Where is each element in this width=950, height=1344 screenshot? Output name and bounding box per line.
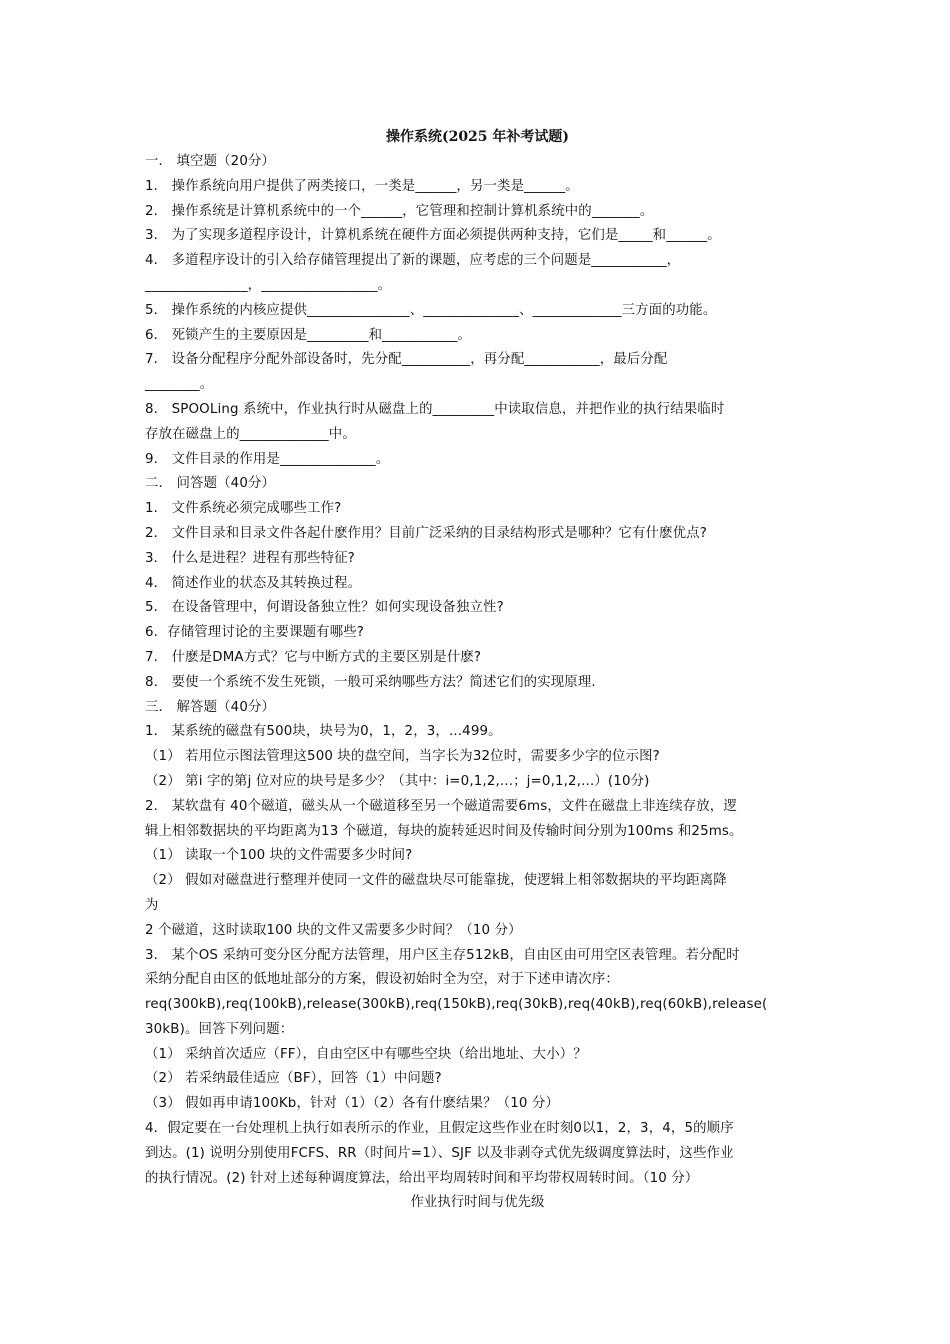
text-line: 2 个磁道，这时读取100 块的文件又需要多少时间？（10 分） bbox=[145, 922, 522, 938]
text-line: （1） 采纳首次适应（FF），自由空区中有哪些空块（给出地址、大小）？ bbox=[145, 1046, 587, 1062]
text-line: 为 bbox=[145, 897, 159, 913]
text-line: 2． 文件目录和目录文件各起什麽作用？目前广泛采纳的目录结构形式是哪种？它有什麽优点? bbox=[145, 525, 707, 541]
text-line: 一． 填空题（20分） bbox=[145, 154, 276, 169]
text-line: 的执行情况。(2) 针对上述每种调度算法，给出平均周转时间和平均带权周转时间。（10 分） bbox=[145, 1170, 699, 1186]
text-line: 1． 文件系统必须完成哪些工作? bbox=[145, 501, 342, 517]
text-line: 1． 操作系统向用户提供了两类接口，一类是______，另一类是______。 bbox=[145, 178, 579, 194]
text-line: 3． 为了实现多道程序设计，计算机系统在硬件方面必须提供两种支持，它们是_____和______。 bbox=[145, 228, 721, 244]
text-line: 辑上相邻数据块的平均距离为13 个磁道，每块的旋转延迟时间及传输时间分别为100ms 和25ms。 bbox=[145, 823, 743, 839]
text-line: 7． 设备分配程序分配外部设备时，先分配__________，再分配___________，最后分配 bbox=[145, 352, 668, 368]
text-line: 5． 在设备管理中，何谓设备独立性？如何实现设备独立性? bbox=[145, 600, 504, 616]
text-line: （3） 假如再申请100Kb，针对（1）（2）各有什麽结果？（10 分） bbox=[145, 1096, 560, 1112]
text-line: 8． SPOOLing 系统中，作业执行时从磁盘上的_________中读取信息，并把作业的执行结果临时 bbox=[145, 401, 725, 417]
text-line: 9． 文件目录的作用是______________。 bbox=[145, 451, 390, 467]
text-line: （2） 若采纳最佳适应（BF），回答（1）中问题? bbox=[145, 1071, 442, 1087]
text-line: 5． 操作系统的内核应提供_______________、______________、_____________三方面的功能。 bbox=[145, 302, 717, 318]
text-line: 存放在磁盘上的_____________中。 bbox=[145, 426, 356, 442]
text-line: _______________，_________________。 bbox=[145, 277, 392, 293]
table-caption: 作业执行时间与优先级 bbox=[410, 1195, 545, 1211]
text-line: 到达。(1) 说明分别使用FCFS、RR（时间片=1）、SJF 以及非剥夺式优先级调度算法时，这些作业 bbox=[145, 1145, 734, 1161]
text-line: 6． 死锁产生的主要原因是_________和___________。 bbox=[145, 327, 472, 343]
text-line: 4． 简述作业的状态及其转换过程。 bbox=[145, 575, 362, 591]
text-line: req(300kB),req(100kB),release(300kB),req(150kB),req(30kB),req(40kB),req(60kB),release( bbox=[145, 997, 768, 1013]
text-line: 2． 某软盘有 40个磁道，磁头从一个磁道移至另一个磁道需要6ms，文件在磁盘上非连续存放，逻 bbox=[145, 798, 737, 814]
text-line: （2） 第i 字的第j 位对应的块号是多少？（其中：i=0,1,2,...；j=0,1,2,...）(10分) bbox=[145, 773, 650, 789]
text-line: 1． 某系统的磁盘有500块，块号为0，1，2，3，...499。 bbox=[145, 724, 502, 740]
text-line: 采纳分配自由区的低地址部分的方案，假设初始时全为空，对于下述申请次序： bbox=[145, 972, 619, 988]
text-line: ________。 bbox=[145, 377, 214, 393]
text-line: 6．存储管理讨论的主要课题有哪些? bbox=[145, 625, 365, 641]
text-line: 8． 要使一个系统不发生死锁，一般可采纳哪些方法？简述它们的实现原理. bbox=[145, 674, 596, 690]
text-line: 3． 什么是进程？进程有那些特征? bbox=[145, 550, 355, 566]
text-line: （1） 读取一个100 块的文件需要多少时间? bbox=[145, 848, 413, 864]
text-line: 二． 问答题（40分） bbox=[145, 476, 276, 492]
text-line: （1） 若用位示图法管理这500 块的盘空间，当字长为32位时，需要多少字的位示图? bbox=[145, 749, 660, 765]
text-line: 30kB)。回答下列问题： bbox=[145, 1021, 294, 1037]
text-line: 4． 多道程序设计的引入给存储管理提出了新的课题，应考虑的三个问题是___________， bbox=[145, 253, 681, 269]
exam-body bbox=[145, 150, 810, 1191]
text-line: 3． 某个OS 采纳可变分区分配方法管理，用户区主存512kB，自由区由可用空区表管理。若分配时 bbox=[145, 947, 740, 963]
exam-title: 操作系统(2025 年补考试题) bbox=[385, 129, 570, 145]
exam-page bbox=[145, 126, 810, 1216]
text-line: 4．假定要在一台处理机上执行如表所示的作业，且假定这些作业在时刻0以1，2，3，4，5的顺序 bbox=[145, 1121, 734, 1137]
text-line: （2） 假如对磁盘进行整理并使同一文件的磁盘块尽可能靠拢，使逻辑上相邻数据块的平均距离降 bbox=[145, 873, 727, 889]
text-line: 2． 操作系统是计算机系统中的一个______，它管理和控制计算机系统中的_______。 bbox=[145, 203, 654, 219]
text-line: 三． 解答题（40分） bbox=[145, 699, 276, 715]
text-line: 7． 什麽是DMA方式？它与中断方式的主要区别是什麽? bbox=[145, 649, 482, 665]
